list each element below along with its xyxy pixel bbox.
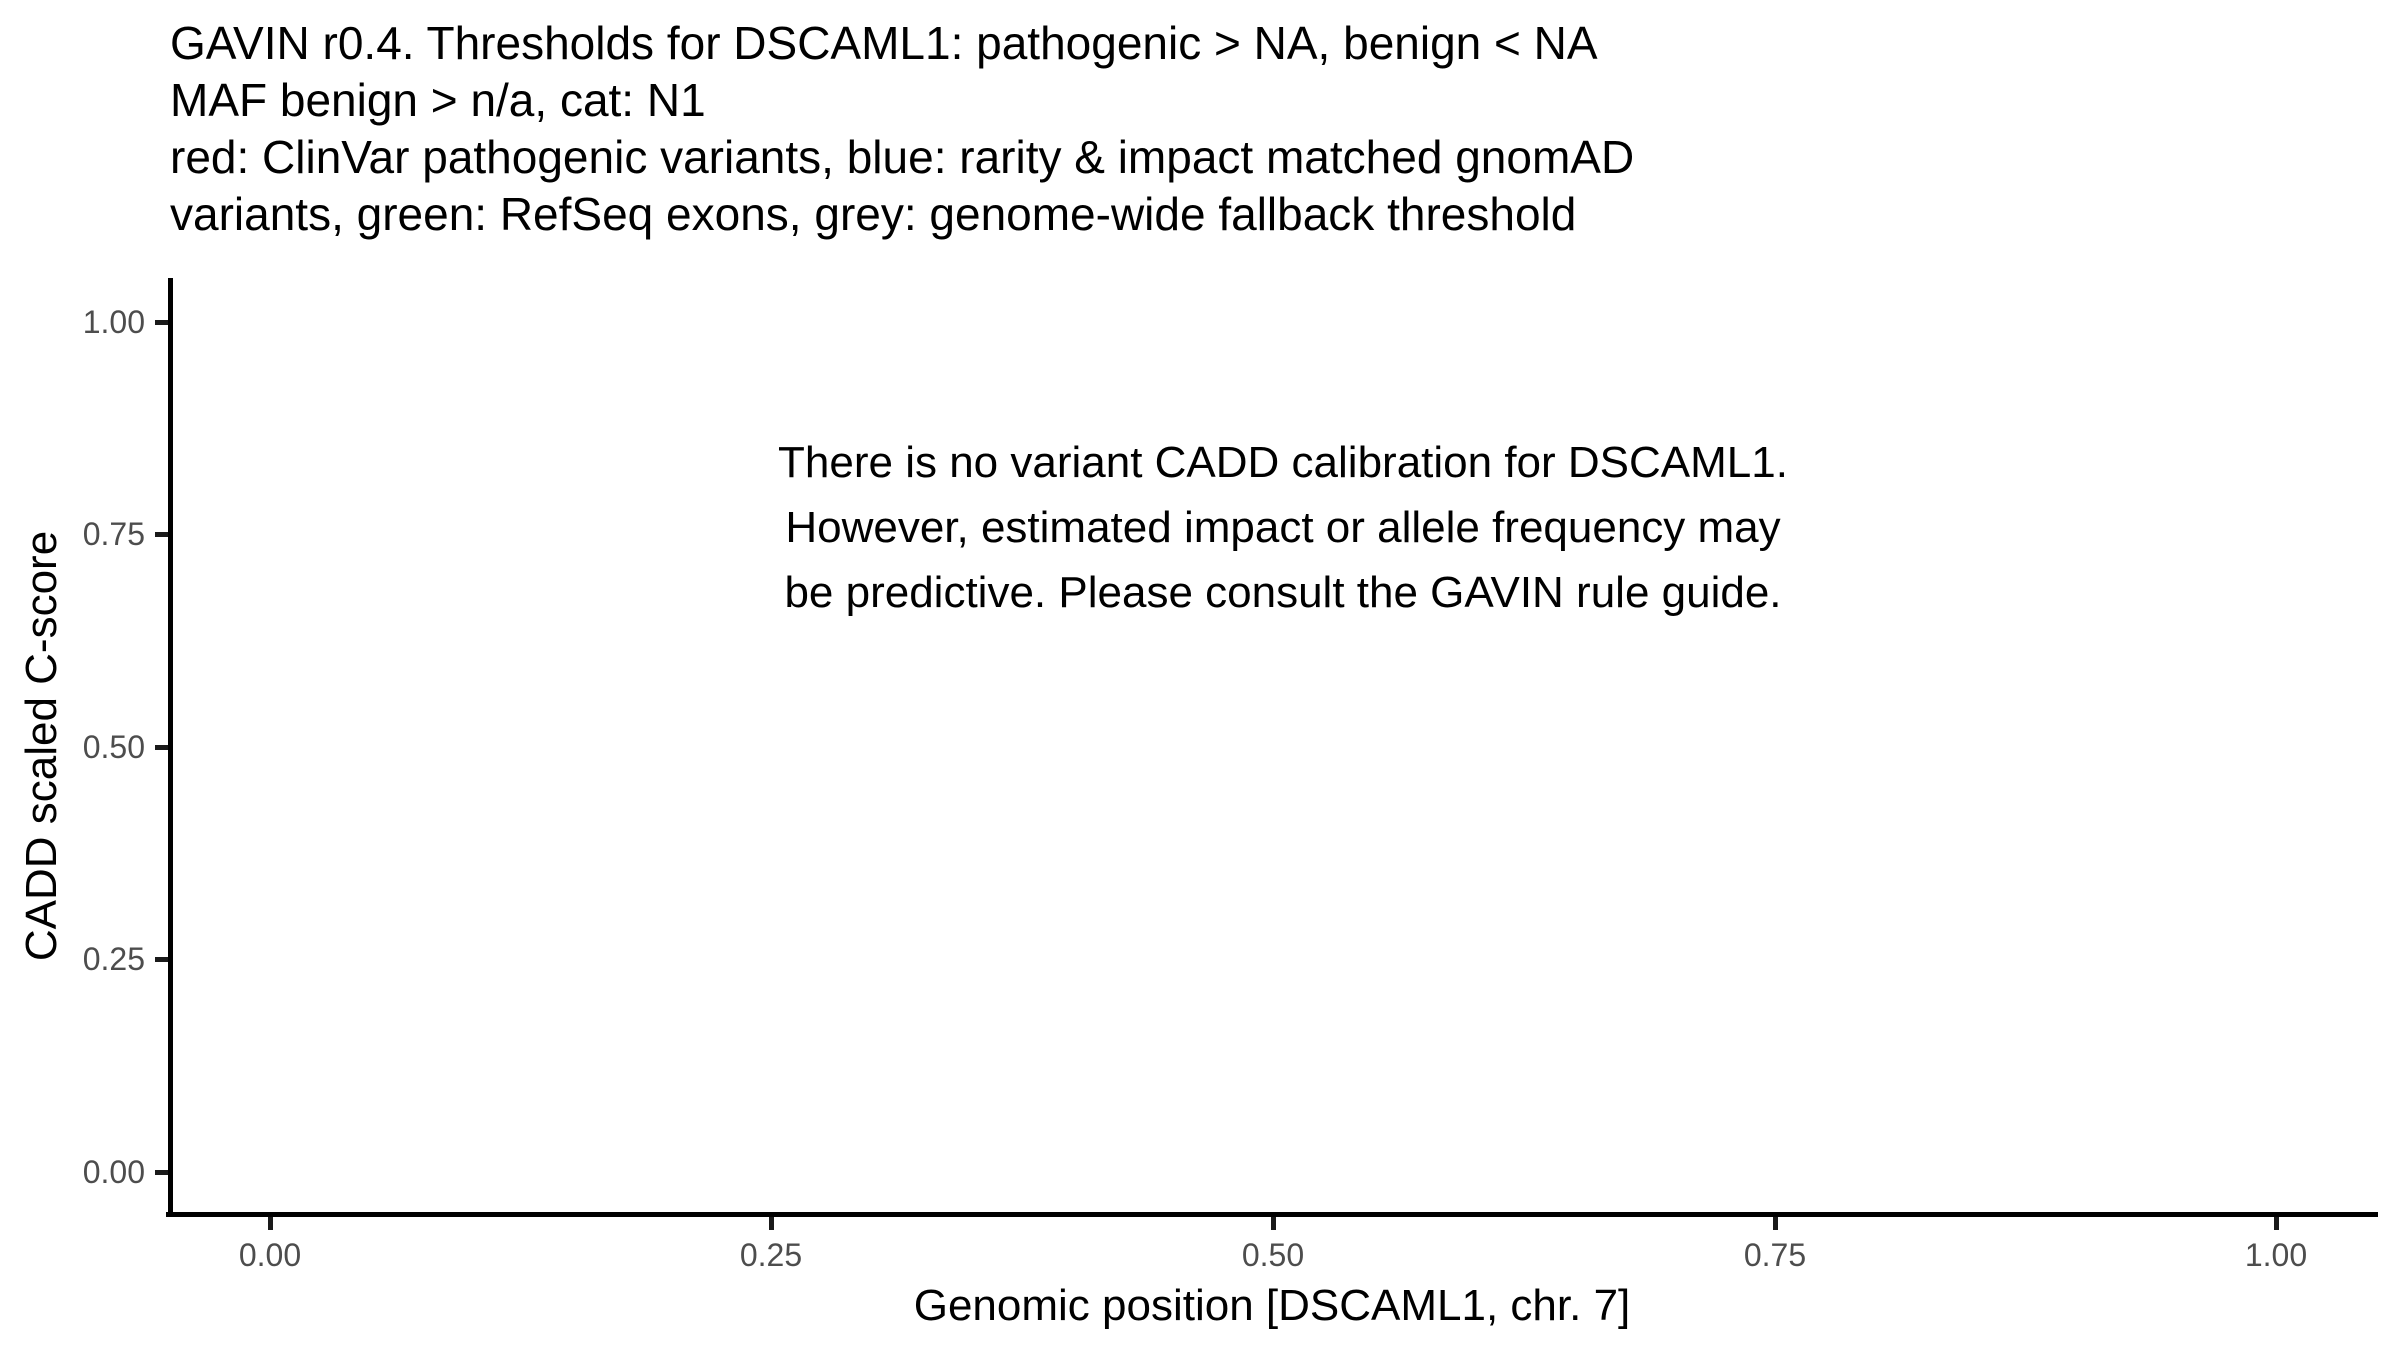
x-tick-label: 0.75 bbox=[1743, 1237, 1807, 1273]
y-tick-label: 0.00 bbox=[82, 1154, 145, 1190]
x-tick-label: 0.25 bbox=[739, 1237, 803, 1273]
x-tick-mark bbox=[2274, 1217, 2279, 1230]
plot-title-line-4: variants, green: RefSeq exons, grey: genome-wide fallback threshold bbox=[170, 188, 1577, 240]
annotation-line-1: There is no variant CADD calibration for DSCAML1. bbox=[778, 438, 1788, 487]
plot-title bbox=[170, 15, 1634, 243]
plot-title-line-3: red: ClinVar pathogenic variants, blue: rarity & impact matched gnomAD bbox=[170, 131, 1635, 183]
y-tick-label: 0.50 bbox=[82, 729, 145, 765]
x-tick-label: 0.50 bbox=[1241, 1237, 1305, 1273]
x-tick-label: 1.00 bbox=[2244, 1237, 2308, 1273]
no-calibration-annotation bbox=[778, 430, 1788, 625]
y-axis-line bbox=[168, 278, 173, 1217]
x-tick-mark bbox=[268, 1217, 273, 1230]
y-axis-title: CADD scaled C-score bbox=[17, 530, 66, 962]
y-tick-label: 1.00 bbox=[82, 304, 145, 340]
y-tick-label: 0.25 bbox=[82, 941, 145, 977]
x-tick-mark bbox=[1773, 1217, 1778, 1230]
y-tick-mark bbox=[155, 320, 168, 325]
x-axis-title: Genomic position [DSCAML1, chr. 7] bbox=[913, 1281, 1631, 1330]
y-tick-mark bbox=[155, 532, 168, 537]
annotation-line-3: be predictive. Please consult the GAVIN rule guide. bbox=[784, 568, 1782, 617]
x-tick-mark bbox=[769, 1217, 774, 1230]
y-tick-mark bbox=[155, 1170, 168, 1175]
plot-title-line-1: GAVIN r0.4. Thresholds for DSCAML1: pathogenic > NA, benign < NA bbox=[170, 17, 1598, 69]
plot-title-line-2: MAF benign > n/a, cat: N1 bbox=[170, 74, 706, 126]
y-tick-label: 0.75 bbox=[82, 516, 145, 552]
x-tick-label: 0.00 bbox=[238, 1237, 302, 1273]
y-tick-mark bbox=[155, 957, 168, 962]
annotation-line-2: However, estimated impact or allele frequency may bbox=[785, 503, 1781, 552]
y-tick-mark bbox=[155, 745, 168, 750]
x-tick-mark bbox=[1271, 1217, 1276, 1230]
